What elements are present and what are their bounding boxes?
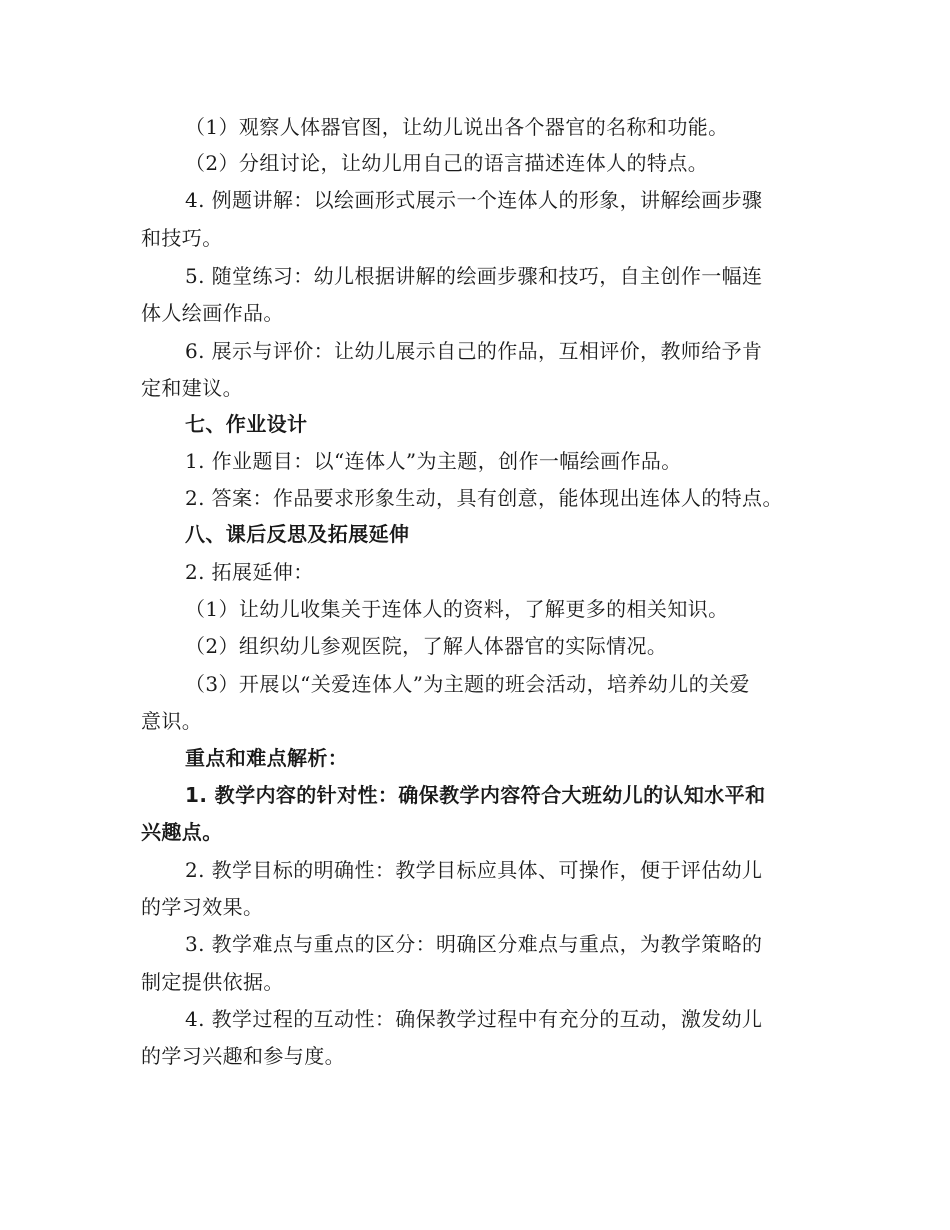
paragraph-line: 4. 例题讲解：以绘画形式展示一个连体人的形象，讲解绘画步骤 bbox=[185, 188, 763, 212]
paragraph-line: 2. 拓展延伸： bbox=[185, 560, 314, 584]
paragraph-line: 2. 答案：作品要求形象生动，具有创意，能体现出连体人的特点。 bbox=[185, 486, 783, 510]
paragraph-line: 5. 随堂练习：幼儿根据讲解的绘画步骤和技巧，自主创作一幅连 bbox=[185, 264, 763, 288]
paragraph-line: （1）观察人体器官图，让幼儿说出各个器官的名称和功能。 bbox=[185, 115, 729, 139]
paragraph-line: 定和建议。 bbox=[141, 376, 243, 400]
paragraph-line: 3. 教学难点与重点的区分：明确区分难点与重点，为教学策略的 bbox=[185, 932, 763, 956]
section-heading: 重点和难点解析： bbox=[185, 746, 349, 770]
paragraph-line: （3）开展以“关爱连体人”为主题的班会活动，培养幼儿的关爱 bbox=[185, 672, 750, 696]
paragraph-line: （1）让幼儿收集关于连体人的资料，了解更多的相关知识。 bbox=[185, 597, 729, 621]
section-heading: 七、作业设计 bbox=[185, 412, 308, 436]
paragraph-line: （2）分组讨论，让幼儿用自己的语言描述连体人的特点。 bbox=[185, 151, 709, 175]
paragraph-line: 1. 作业题目：以“连体人”为主题，创作一幅绘画作品。 bbox=[185, 449, 682, 473]
paragraph-line: 4. 教学过程的互动性：确保教学过程中有充分的互动，激发幼儿 bbox=[185, 1007, 763, 1031]
paragraph-line: 6. 展示与评价：让幼儿展示自己的作品，互相评价，教师给予肯 bbox=[185, 339, 763, 363]
paragraph-line: （2）组织幼儿参观医院，了解人体器官的实际情况。 bbox=[185, 634, 668, 658]
paragraph-line-bold: 兴趣点。 bbox=[141, 820, 223, 844]
paragraph-line: 意识。 bbox=[141, 709, 203, 733]
paragraph-line: 的学习效果。 bbox=[141, 895, 264, 919]
section-heading: 八、课后反思及拓展延伸 bbox=[185, 522, 410, 546]
paragraph-line: 制定提供依据。 bbox=[141, 970, 284, 994]
paragraph-line: 体人绘画作品。 bbox=[141, 301, 284, 325]
paragraph-line-bold: 1. 教学内容的针对性：确保教学内容符合大班幼儿的认知水平和 bbox=[185, 783, 766, 807]
paragraph-line: 2. 教学目标的明确性：教学目标应具体、可操作，便于评估幼儿 bbox=[185, 858, 763, 882]
paragraph-line: 和技巧。 bbox=[141, 226, 223, 250]
paragraph-line: 的学习兴趣和参与度。 bbox=[141, 1044, 345, 1068]
